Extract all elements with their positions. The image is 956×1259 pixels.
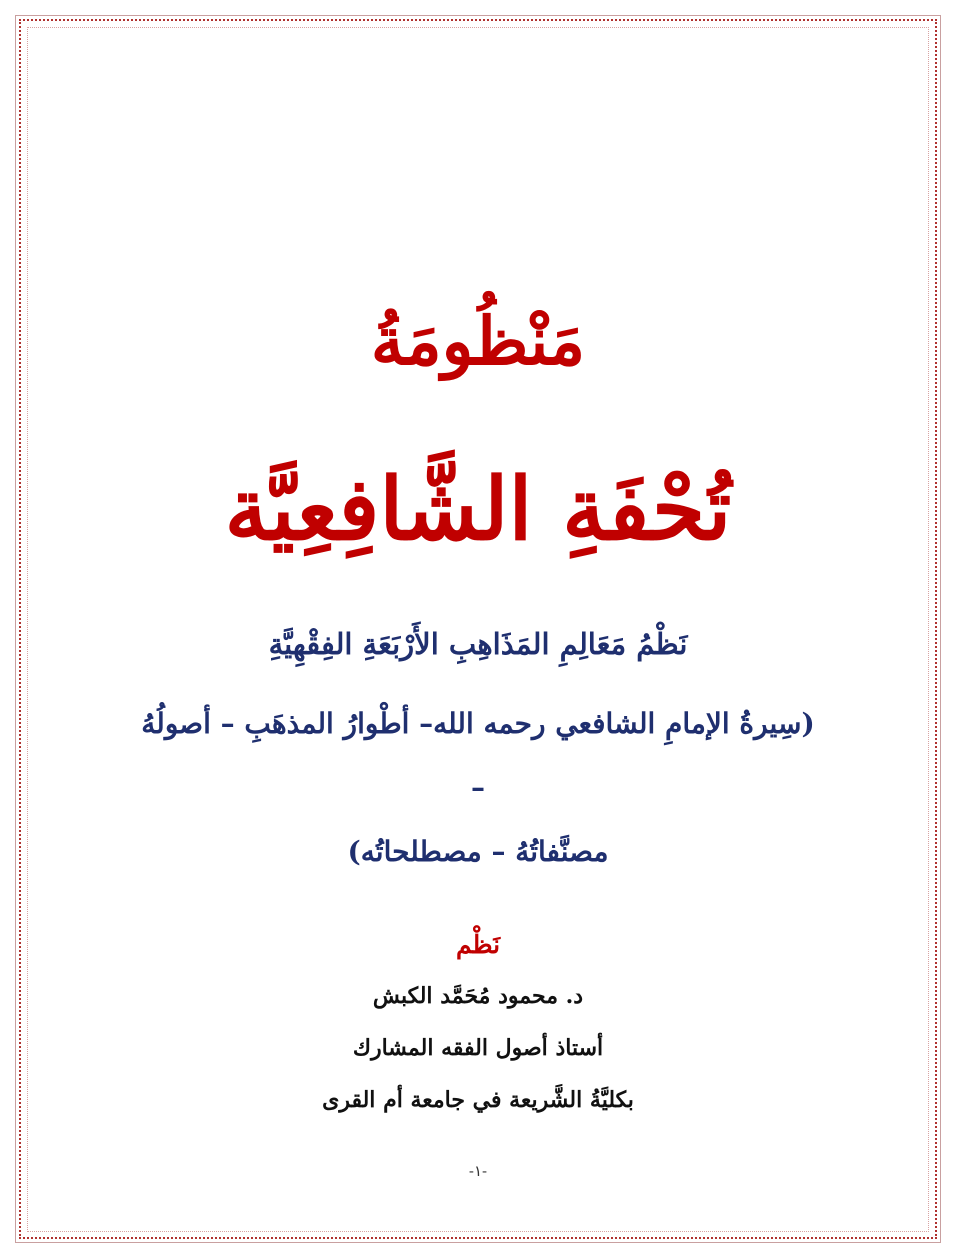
author-label: نَظْم bbox=[455, 930, 501, 959]
author-name: د. محمود مُحَمَّد الكبش bbox=[372, 983, 584, 1009]
author-position: أستاذ أصول الفقه المشارك bbox=[352, 1035, 604, 1061]
page-number: -١- bbox=[468, 1162, 488, 1180]
author-block bbox=[40, 920, 916, 1126]
description-line-1: (سِيرةُ الإمامِ الشافعي رحمه الله– أطْوارُ المذهَبِ – أصولُهُ – bbox=[141, 707, 815, 804]
description bbox=[140, 692, 816, 884]
title-page bbox=[40, 0, 916, 1259]
subtitle: نَظْمُ مَعَالِمِ المَذَاهِبِ الأَرْبَعَةِ الفِقْهِيَّةِ bbox=[268, 627, 688, 661]
title-line-1: مَنْظُومَةُ bbox=[370, 302, 586, 380]
title-line-2: تُحْفَةِ الشَّافِعِيَّة bbox=[224, 459, 732, 560]
author-affiliation: بكليَّةُ الشَّريعة في جامعة أم القرى bbox=[322, 1087, 634, 1113]
description-line-2: مصنَّفاتُهُ – مصطلحاتُه) bbox=[347, 835, 609, 868]
